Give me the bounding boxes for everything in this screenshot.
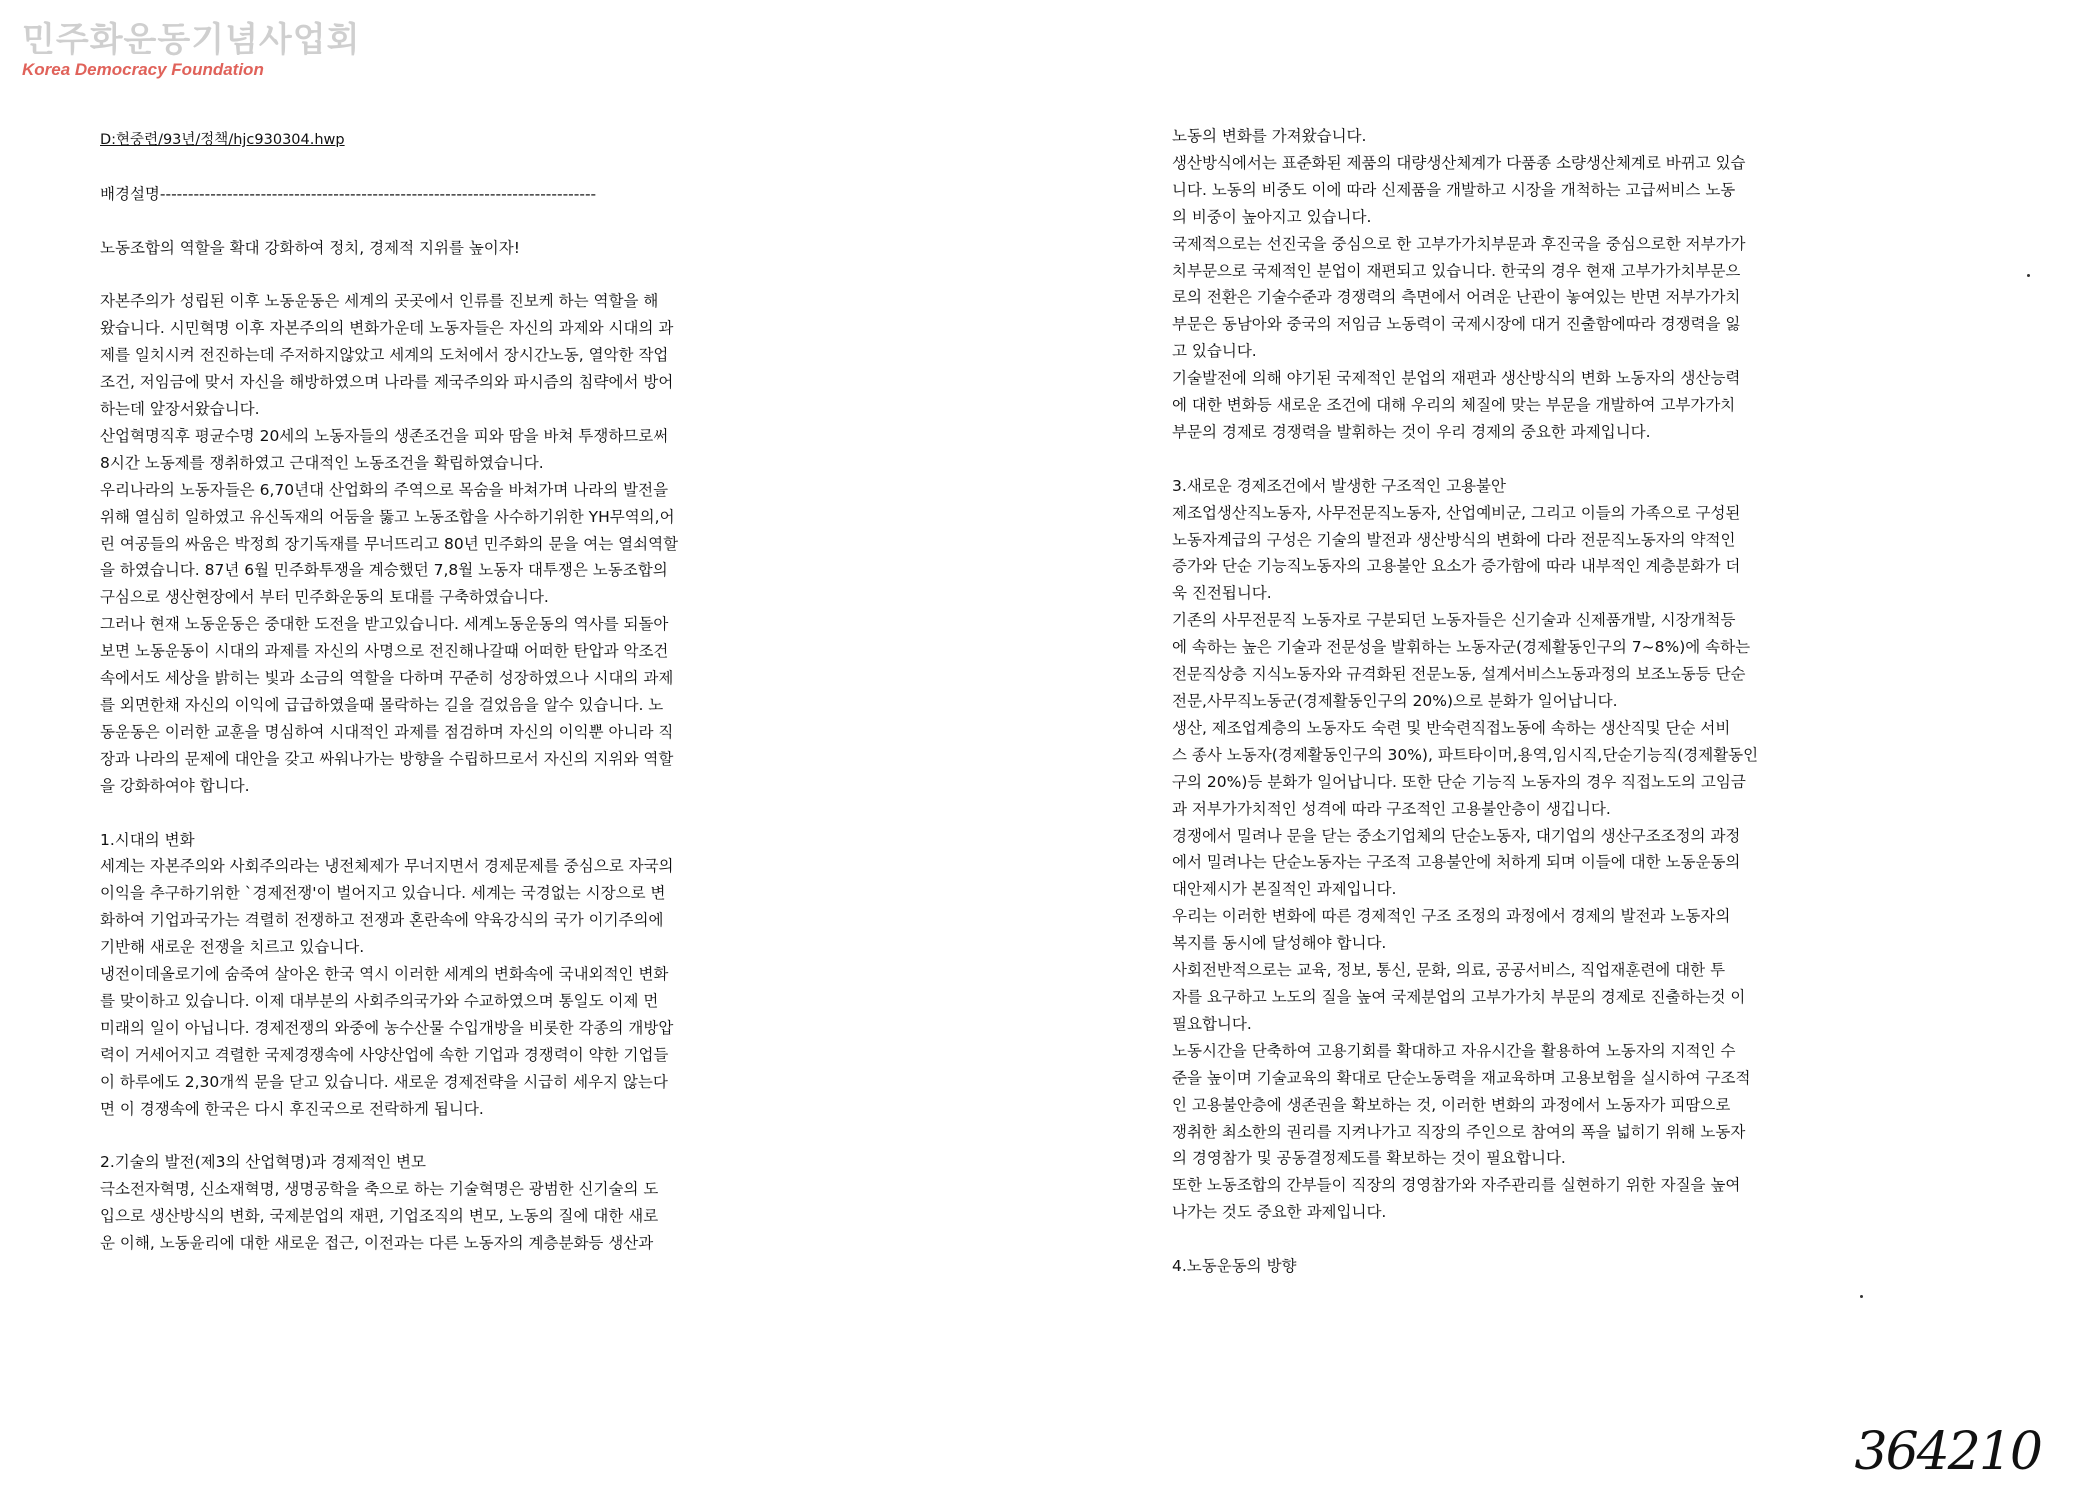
text-line: 생산방식에서는 표준화된 제품의 대량생산체계가 다품종 소량생산체계로 바뀌고 있습 bbox=[1172, 153, 1746, 172]
text-line: 전문직상층 지식노동자와 규격화된 전문노동, 설계서비스노동과정의 보조노동등 단순 bbox=[1172, 665, 1746, 684]
foundation-logo bbox=[22, 20, 360, 80]
text-line: 8시간 노동제를 쟁취하였고 근대적인 노동조건을 확립하였습니다. bbox=[100, 453, 544, 472]
text-line: 인 고용불안층에 생존권을 확보하는 것, 이러한 변화의 과정에서 노동자가 피땀으로 bbox=[1172, 1095, 1731, 1114]
left-column bbox=[100, 127, 835, 1257]
text-line: 스 종사 노동자(경제활동인구의 30%), 파트타이머,용역,임시직,단순기능직(경제활동인 bbox=[1172, 745, 1759, 764]
text-line: 이익을 추구하기위한 `경제전쟁'이 벌어지고 있습니다. 세계는 국경없는 시장으로 변 bbox=[100, 884, 666, 903]
file-path: D:현중련/93년/정책/hjc930304.hwp bbox=[100, 132, 345, 148]
text-line: 쟁취한 최소한의 권리를 지켜나가고 직장의 주인으로 참여의 폭을 넓히기 위해 노동자 bbox=[1172, 1122, 1746, 1141]
section-2-title: 2.기술의 발전(제3의 산업혁명)과 경제적인 변모 bbox=[100, 1153, 426, 1172]
text-line: 치부문으로 국제적인 분업이 재편되고 있습니다. 한국의 경우 현재 고부가가치부문으 bbox=[1172, 261, 1741, 280]
text-line: 제조업생산직노동자, 사무전문직노동자, 산업예비군, 그리고 이들의 가족으로 구성된 bbox=[1172, 503, 1741, 522]
section-1-title: 1.시대의 변화 bbox=[100, 830, 195, 849]
text-line: 미래의 일이 아닙니다. 경제전쟁의 와중에 농수산물 수입개방을 비롯한 각종의 개방압 bbox=[100, 1018, 674, 1037]
text-line: 나가는 것도 중요한 과제입니다. bbox=[1172, 1203, 1387, 1222]
text-line: 대안제시가 본질적인 과제입니다. bbox=[1172, 880, 1397, 899]
text-line: 위해 열심히 일하였고 유신독재의 어둠을 뚫고 노동조합을 사수하기위한 YH무역의,어 bbox=[100, 507, 675, 526]
section-4-title: 4.노동운동의 방향 bbox=[1172, 1257, 1297, 1276]
text-line: 화하여 기업과국가는 격렬히 전쟁하고 전쟁과 혼란속에 약육강식의 국가 이기주의에 bbox=[100, 911, 664, 930]
text-line: 의 경영참가 및 공동결정제도를 확보하는 것이 필요합니다. bbox=[1172, 1149, 1566, 1168]
section-1-body bbox=[100, 853, 835, 1122]
text-line: 에 대한 변화등 새로운 조건에 대해 우리의 체질에 맞는 부문을 개발하여 고부가가치 bbox=[1172, 396, 1736, 415]
text-line: 를 외면한채 자신의 이익에 급급하였을때 몰락하는 길을 걸었음을 알수 있습니다. 노 bbox=[100, 695, 664, 714]
text-line: 생산, 제조업계층의 노동자도 숙련 및 반숙련직접노동에 속하는 생산직및 단순 서비 bbox=[1172, 718, 1731, 737]
text-line: 동운동은 이러한 교훈을 명심하여 시대적인 과제를 점검하며 자신의 이익뿐 아니라 직 bbox=[100, 722, 674, 741]
text-line: 산업혁명직후 평균수명 20세의 노동자들의 생존조건을 피와 땀을 바쳐 투쟁하므로써 bbox=[100, 426, 669, 445]
text-line: 복지를 동시에 달성해야 합니다. bbox=[1172, 934, 1387, 953]
text-line: 또한 노동조합의 간부들이 직장의 경영참가와 자주관리를 실현하기 위한 자질을 높여 bbox=[1172, 1176, 1741, 1195]
scan-speck bbox=[2027, 274, 2030, 277]
headline: 노동조합의 역할을 확대 강화하여 정치, 경제적 지위를 높이자! bbox=[100, 238, 520, 257]
section-2-body bbox=[100, 1176, 835, 1257]
text-line: 노동자계급의 구성은 기술의 발전과 생산방식의 변화에 다라 전문직노동자의 약적인 bbox=[1172, 530, 1736, 549]
text-line: 린 여공들의 싸움은 박정희 장기독재를 무너뜨리고 80년 민주화의 문을 여는 열쇠역할 bbox=[100, 534, 679, 553]
text-line: 과 저부가가치적인 성격에 따라 구조적인 고용불안층이 생깁니다. bbox=[1172, 799, 1611, 818]
text-line: 에 속하는 높은 기술과 전문성을 발휘하는 노동자군(경제활동인구의 7~8%)에 속하는 bbox=[1172, 638, 1751, 657]
text-line: 전문,사무직노동군(경제활동인구의 20%)으로 분화가 일어납니다. bbox=[1172, 692, 1618, 711]
handwritten-doc-number: 364210 bbox=[1854, 1422, 2041, 1482]
text-line: 왔습니다. 시민혁명 이후 자본주의의 변화가운데 노동자들은 자신의 과제와 시대의 과 bbox=[100, 319, 674, 338]
text-line: 보면 노동운동이 시대의 과제를 자신의 사명으로 전진해나갈때 어떠한 탄압과 악조건 bbox=[100, 642, 669, 661]
right-column bbox=[1172, 123, 1907, 1280]
text-line: 속에서도 세상을 밝히는 빛과 소금의 역할을 다하며 꾸준히 성장하였으나 시대의 과제 bbox=[100, 669, 674, 688]
section-3-title: 3.새로운 경제조건에서 발생한 구조적인 고용불안 bbox=[1172, 476, 1506, 495]
section-3-body bbox=[1172, 500, 1907, 1226]
text-line: 사회전반적으로는 교육, 정보, 통신, 문화, 의료, 공공서비스, 직업재훈련에 대한 투 bbox=[1172, 961, 1726, 980]
text-line: 입으로 생산방식의 변화, 국제분업의 재편, 기업조직의 변모, 노동의 질에 대한 새로 bbox=[100, 1207, 659, 1226]
text-line: 구심으로 생산현장에서 부터 민주화운동의 토대를 구축하였습니다. bbox=[100, 588, 549, 607]
text-line: 장과 나라의 문제에 대안을 갖고 싸워나가는 방향을 수립하므로서 자신의 지위와 역할 bbox=[100, 749, 674, 768]
text-line: 니다. 노동의 비중도 이에 따라 신제품을 개발하고 시장을 개척하는 고급써비스 노동 bbox=[1172, 180, 1736, 199]
text-line: 필요합니다. bbox=[1172, 1014, 1252, 1033]
text-line: 고 있습니다. bbox=[1172, 342, 1257, 361]
logo-korean: 민주화운동기념사업회 bbox=[22, 20, 361, 60]
text-line: 부문은 동남아와 중국의 저임금 노동력이 국제시장에 대거 진출함에따라 경쟁력을 잃 bbox=[1172, 315, 1741, 334]
scan-speck bbox=[1860, 1295, 1863, 1298]
intro-paragraphs bbox=[100, 288, 835, 799]
text-line: 극소전자혁명, 신소재혁명, 생명공학을 축으로 하는 기술혁명은 광범한 신기술의 도 bbox=[100, 1180, 659, 1199]
text-line: 이 하루에도 2,30개씩 문을 닫고 있습니다. 새로운 경제전략을 시급히 세우지 않는다 bbox=[100, 1072, 668, 1091]
text-line: 경쟁에서 밀려나 문을 닫는 중소기업체의 단순노동자, 대기업의 생산구조조정의 과정 bbox=[1172, 826, 1741, 845]
text-line: 국제적으로는 선진국을 중심으로 한 고부가가치부문과 후진국을 중심으로한 저부가가 bbox=[1172, 234, 1746, 253]
text-line: 준을 높이며 기술교육의 확대로 단순노동력을 재교육하며 고용보험을 실시하여 구조적 bbox=[1172, 1068, 1751, 1087]
text-line: 냉전이데올로기에 숨죽여 살아온 한국 역시 이러한 세계의 변화속에 국내외적인 변화 bbox=[100, 965, 669, 984]
text-line: 기술발전에 의해 야기된 국제적인 분업의 재편과 생산방식의 변화 노동자의 생산능력 bbox=[1172, 369, 1741, 388]
section-2-continued bbox=[1172, 123, 1907, 446]
text-line: 로의 전환은 기술수준과 경쟁력의 측면에서 어려운 난관이 놓여있는 반면 저부가가치 bbox=[1172, 288, 1741, 307]
background-header: 배경설명------------------------------------------------------------------------------ bbox=[100, 184, 597, 203]
text-line: 면 이 경쟁속에 한국은 다시 후진국으로 전락하게 됩니다. bbox=[100, 1099, 484, 1118]
text-line: 운 이해, 노동윤리에 대한 새로운 접근, 이전과는 다른 노동자의 계층분화등 생산과 bbox=[100, 1234, 654, 1253]
logo-english: Korea Democracy Foundation bbox=[22, 60, 264, 79]
text-line: 기존의 사무전문직 노동자로 구분되던 노동자들은 신기술과 신제품개발, 시장개척등 bbox=[1172, 611, 1736, 630]
text-line: 구의 20%)등 분화가 일어납니다. 또한 단순 기능직 노동자의 경우 직접노도의 고임금 bbox=[1172, 772, 1746, 791]
text-line: 를 맞이하고 있습니다. 이제 대부분의 사회주의국가와 수교하였으며 통일도 이제 먼 bbox=[100, 991, 659, 1010]
text-line: 우리나라의 노동자들은 6,70년대 산업화의 주역으로 목숨을 바쳐가며 나라의 발전을 bbox=[100, 480, 669, 499]
text-line: 우리는 이러한 변화에 따른 경제적인 구조 조정의 과정에서 경제의 발전과 노동자의 bbox=[1172, 907, 1731, 926]
text-line: 기반해 새로운 전쟁을 치르고 있습니다. bbox=[100, 938, 365, 957]
text-line: 세계는 자본주의와 사회주의라는 냉전체제가 무너지면서 경제문제를 중심으로 자국의 bbox=[100, 857, 674, 876]
text-line: 을 하였습니다. 87년 6월 민주화투쟁을 계승했던 7,8월 노동자 대투쟁은 노동조합의 bbox=[100, 561, 668, 580]
text-line: 부문의 경제로 경쟁력을 발휘하는 것이 우리 경제의 중요한 과제입니다. bbox=[1172, 422, 1651, 441]
text-line: 그러나 현재 노동운동은 중대한 도전을 받고있습니다. 세계노동운동의 역사를 되돌아 bbox=[100, 615, 669, 634]
text-line: 자본주의가 성립된 이후 노동운동은 세계의 곳곳에서 인류를 진보케 하는 역할을 해 bbox=[100, 292, 659, 311]
text-line: 제를 일치시켜 전진하는데 주저하지않았고 세계의 도처에서 장시간노동, 열악한 작업 bbox=[100, 346, 669, 365]
text-line: 의 비중이 높아지고 있습니다. bbox=[1172, 207, 1372, 226]
text-line: 조건, 저임금에 맞서 자신을 해방하였으며 나라를 제국주의와 파시즘의 침략에서 방어 bbox=[100, 373, 674, 392]
text-line: 노동의 변화를 가져왔습니다. bbox=[1172, 127, 1367, 145]
text-line: 노동시간을 단축하여 고용기회를 확대하고 자유시간을 활용하여 노동자의 지적인 수 bbox=[1172, 1041, 1736, 1060]
text-line: 하는데 앞장서왔습니다. bbox=[100, 400, 260, 419]
text-line: 력이 거세어지고 격렬한 국제경쟁속에 사양산업에 속한 기업과 경쟁력이 약한 기업들 bbox=[100, 1045, 669, 1064]
text-line: 에서 밀려나는 단순노동자는 구조적 고용불안에 처하게 되며 이들에 대한 노동운동의 bbox=[1172, 853, 1741, 872]
text-line: 자를 요구하고 노도의 질을 높여 국제분업의 고부가가치 부문의 경제로 진출하는것 이 bbox=[1172, 987, 1746, 1006]
text-line: 증가와 단순 기능직노동자의 고용불안 요소가 증가함에 따라 내부적인 계층분화가 더 bbox=[1172, 557, 1741, 576]
text-line: 을 강화하여야 합니다. bbox=[100, 776, 250, 795]
text-line: 욱 진전됩니다. bbox=[1172, 584, 1272, 603]
